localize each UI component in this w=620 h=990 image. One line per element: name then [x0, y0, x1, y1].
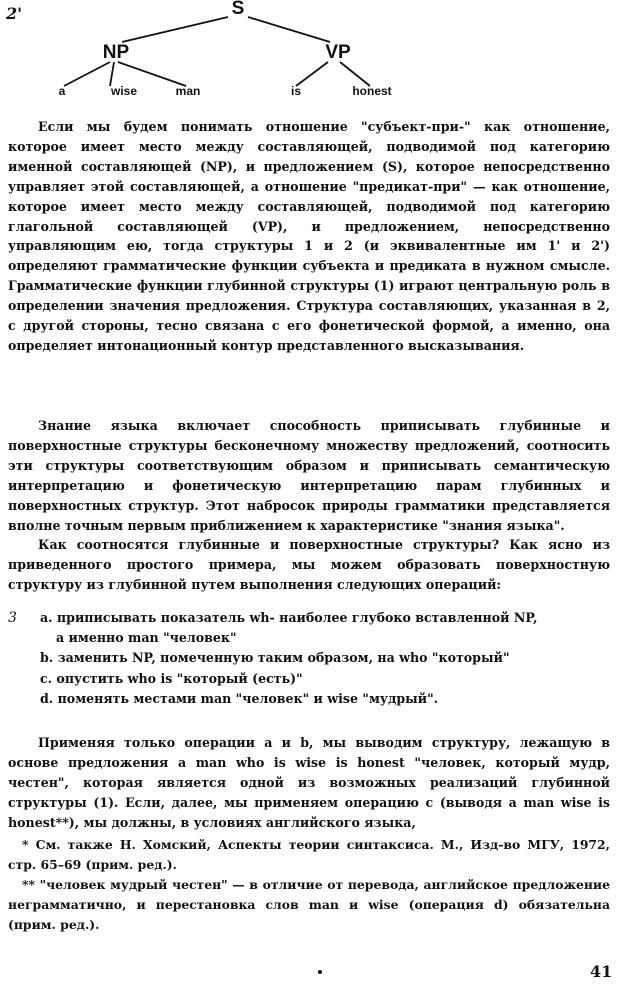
- edge-vp-is: [296, 62, 328, 86]
- paragraph-applying-operations: [8, 733, 610, 833]
- page-number: 41: [590, 962, 613, 981]
- tree-node-np: NP: [102, 42, 130, 63]
- paragraph-text: Знание языка включает способность приписывать глубинные и поверхностные структуры бесконечному множеству предложений, соотносить эти структуры соответствующим образом и приписывать семантическую интерпретацию и фонетическую интерпретацию парам глубинных и поверхностных структур. Этот набросок природы грамматики представляется вполне точным первым приближением к характеристике "знания языка".: [8, 418, 610, 533]
- tree-leaf-man: man: [175, 84, 201, 98]
- tree-leaf-a: a: [58, 84, 66, 98]
- tree-node-vp: VP: [325, 42, 351, 63]
- paragraph-grammatical-functions: [8, 117, 610, 356]
- operation-c: c. опустить who is "который (есть)": [40, 670, 303, 686]
- operation-d: d. поменять местами man "человек" и wise "мудрый".: [40, 690, 439, 706]
- edge-np-man: [118, 62, 186, 86]
- tree-leaf-wise: wise: [110, 84, 138, 98]
- paragraph-text: Применяя только операции a и b, мы выводим структуру, лежащую в основе предложения a man who is wise is honest "человек, который мудр, честен", которая является одной из возможных реализаций глубинной структуры (1). Если, далее, мы применяем операцию c (выводя a man wise is honest**), мы должны, в условиях английского языка,: [8, 735, 610, 830]
- edge-s-np: [122, 17, 228, 42]
- example-number: 3: [8, 610, 17, 626]
- edge-np-wise: [110, 62, 114, 86]
- operation-a-continued: а именно man "человек": [56, 630, 237, 646]
- tree-number: 2': [6, 4, 23, 23]
- tree-leaf-is: is: [290, 84, 302, 98]
- operations-list: [8, 608, 610, 709]
- edge-np-a: [64, 62, 110, 86]
- operation-a: a. приписывать показатель wh- наиболее глубоко вставленной NP,: [40, 610, 538, 625]
- edge-vp-honest: [340, 62, 370, 86]
- footnote-1: * См. также Н. Хомский, Аспекты теории синтаксиса. М., Изд-во МГУ, 1972, стр. 65–69 (прим. ред.).: [8, 837, 610, 872]
- edge-s-vp: [248, 17, 330, 42]
- paragraph-text: Если мы будем понимать отношение "субъект-при-" как отношение, которое имеет место между составляющей, подводимой под категорию именной составляющей (NP), и предложением (S), которое непосредственно управляет этой составляющей, а отношение "предикат-при" — как отношение, которое имеет место между составляющей, подводимой под категорию глагольной составляющей (VP), и предложением, непосредственно управляющим ею, тогда структуры 1 и 2 (и эквивалентные им 1' и 2') определяют грамматические функции субъекта и предиката в нужном смысле. Грамматические функции глубинной структуры (1) играют центральную роль в определении значения предложения. Структура составляющих, указанная в 2, с другой стороны, тесно связана с его фонетической формой, а именно, она определяет интонационный контур представленного высказывания.: [8, 119, 610, 353]
- tree-node-s: S: [231, 0, 245, 19]
- operation-b: b. заменить NP, помеченную таким образом, на who "который": [40, 650, 510, 666]
- syntax-tree-lines: [0, 0, 620, 110]
- footnotes: [8, 835, 610, 935]
- paragraph-language-knowledge: [8, 416, 610, 595]
- footnote-2: ** "человек мудрый честен" — в отличие от перевода, английское предложение неграмматично, и перестановка слов man и wise (операция d) обязательна (прим. ред.).: [8, 877, 610, 932]
- tree-leaf-honest: honest: [352, 84, 392, 98]
- printing-dot: [318, 970, 322, 974]
- paragraph-text: Как соотносятся глубинные и поверхностные структуры? Как ясно из приведенного простого примера, мы можем образовать поверхностную структуру из глубинной путем выполнения следующих операций:: [8, 537, 610, 593]
